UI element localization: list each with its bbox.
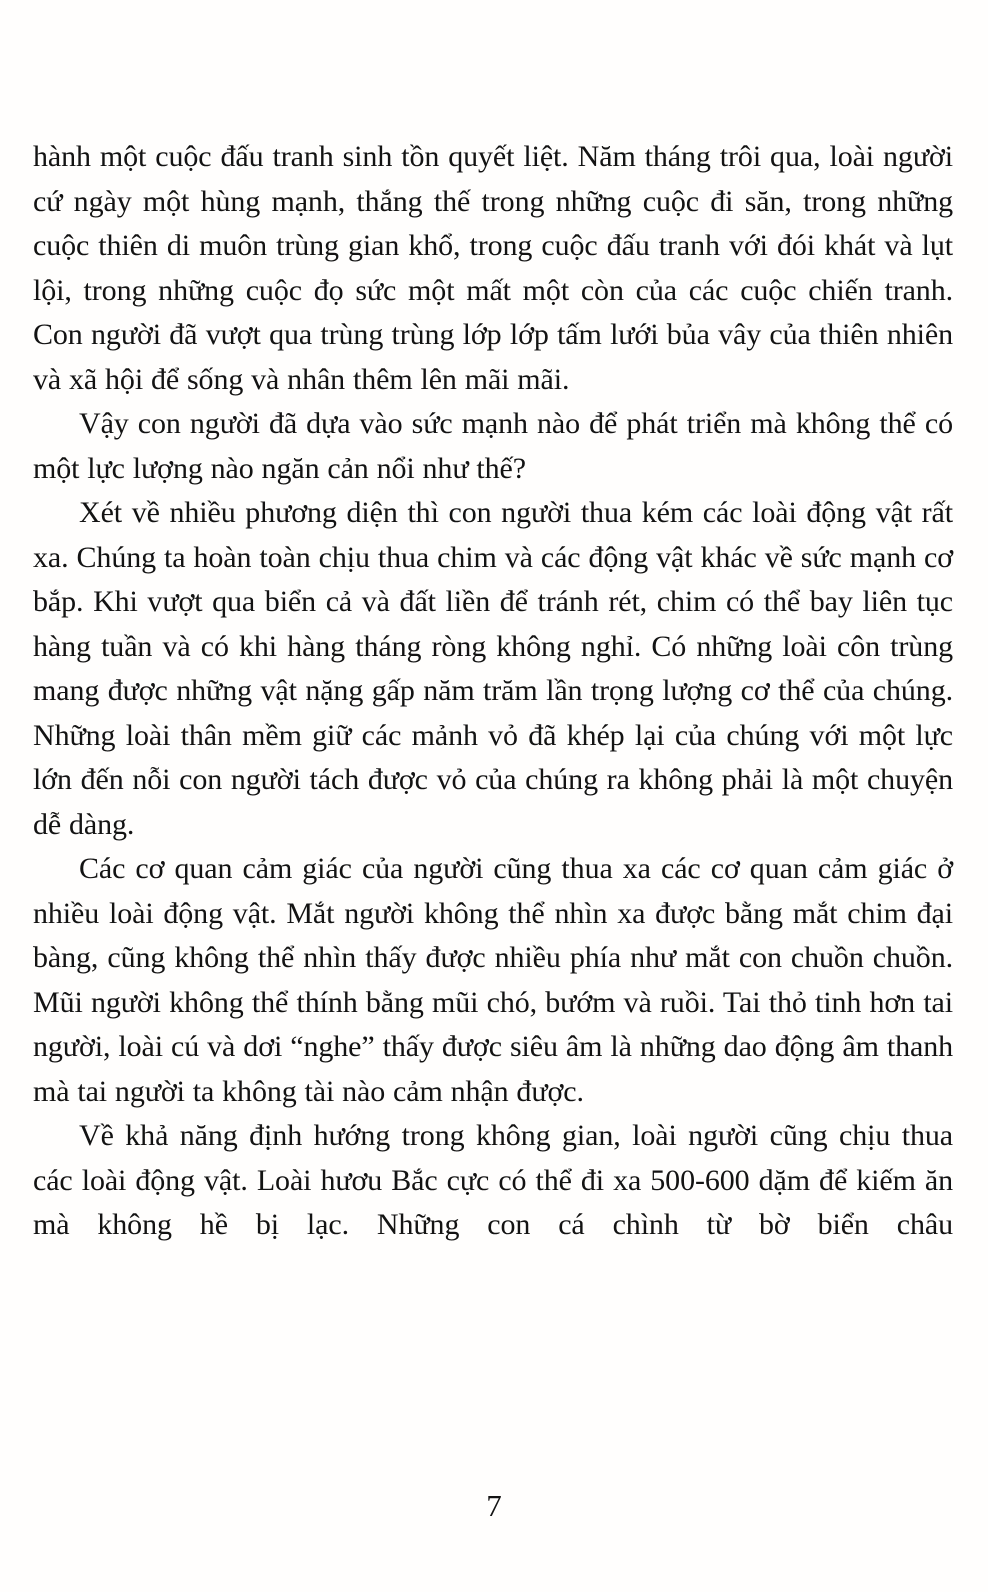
paragraph-question: Vậy con người đã dựa vào sức mạnh nào để phát triển mà không thể có một lực lượng nào ngăn cản nổi như thế? <box>33 407 953 485</box>
page-number: 7 <box>486 1488 502 1523</box>
paragraph-continuation: hành một cuộc đấu tranh sinh tồn quyết liệt. Năm tháng trôi qua, loài người cứ ngày một hùng mạnh, thắng thế trong những cuộc đi săn, trong những cuộc thiên di muôn trùng gian khổ, trong cuộc đấu tranh với đói khát và lụt lội, trong những cuộc đọ sức một mất một còn của các cuộc chiến tranh. Con người đã vượt qua trùng trùng lớp lớp tấm lưới bủa vây của thiên nhiên và xã hội để sống và nhân thêm lên mãi mãi. <box>33 140 953 396</box>
paragraph-senses-comparison: Các cơ quan cảm giác của người cũng thua xa các cơ quan cảm giác ở nhiều loài động vật. Mắt người không thể nhìn xa được bằng mắt chim đại bàng, cũng không thể nhìn thấy được nhiều phía như mắt con chuồn chuồn. Mũi người không thể thính bằng mũi chó, bướm và ruồi. Tai thỏ tinh hơn tai người, loài cú và dơi “nghe” thấy được siêu âm là những dao động âm thanh mà tai người ta không tài nào cảm nhận được. <box>33 852 953 1108</box>
paragraph-strength-comparison: Xét về nhiều phương diện thì con người thua kém các loài động vật rất xa. Chúng ta hoàn toàn chịu thua chim và các động vật khác về sức mạnh cơ bắp. Khi vượt qua biển cả và đất liền để tránh rét, chim có thể bay liên tục hàng tuần và có khi hàng tháng ròng không nghỉ. Có những loài côn trùng mang được những vật nặng gấp năm trăm lần trọng lượng cơ thể của chúng. Những loài thân mềm giữ các mảnh vỏ đã khép lại của chúng với một lực lớn đến nỗi con người tách được vỏ của chúng ra không phải là một chuyện dễ dàng. <box>33 496 953 841</box>
text-block <box>33 135 953 1248</box>
paragraph-orientation: Về khả năng định hướng trong không gian, loài người cũng chịu thua các loài động vật. Loài hươu Bắc cực có thể đi xa 500-600 dặm để kiếm ăn mà không hề bị lạc. Những con cá chình từ bờ biển châu <box>33 1119 953 1241</box>
